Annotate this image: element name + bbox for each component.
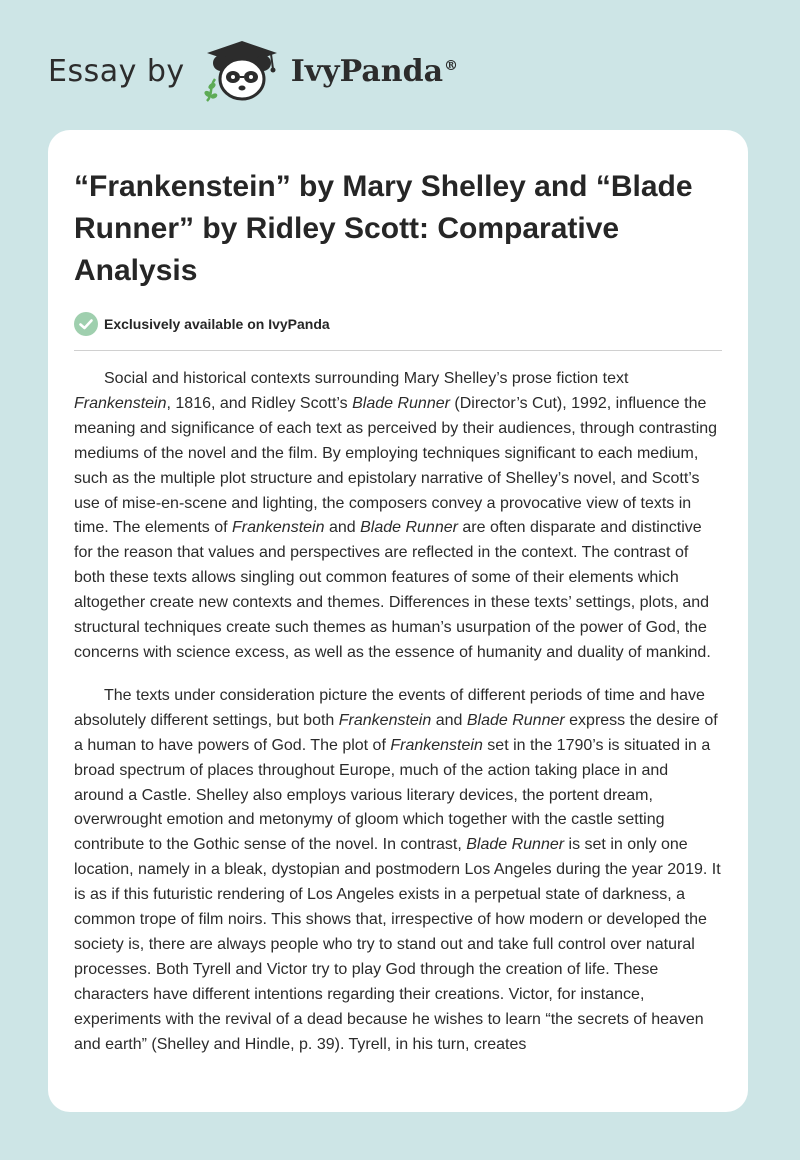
italic-title: Frankenstein <box>74 394 167 412</box>
italic-title: Blade Runner <box>466 711 565 729</box>
text-run: The texts under consideration picture the events of different periods of time and have absolutely different settings, but both <box>74 686 705 729</box>
brand-prefix: Essay by <box>48 53 185 89</box>
check-circle-icon <box>74 312 98 336</box>
italic-title: Blade Runner <box>360 519 458 537</box>
italic-title: Frankenstein <box>338 711 432 729</box>
text-run: and <box>324 519 361 537</box>
exclusive-badge <box>74 310 722 338</box>
text-run: is set in only one location, namely in a bleak, dystopian and postmodern Los Angeles during the year 2019. It is as if this futuristic rendering of Los Angeles exists in a perpetual state of darkness, a common trope of film noirs. This shows that, irrespective of how modern or developed the society is, there are always people who try to stand out and take full control over natural processes. Both Tyrell and Victor try to play God through the creation of life. These characters have different intentions regarding their creations. Victor, for instance, experiments with the revival of a dead because he wishes to learn “the secrets of heaven and earth” (Shelley and Hindle, p. 39). Tyrell, in his turn, creates <box>74 836 721 1053</box>
text-run: , 1816, and Ridley Scott’s <box>166 394 353 412</box>
essay-card <box>48 130 748 1112</box>
brand-name: IvyPanda® <box>290 53 459 89</box>
brand-header[interactable] <box>48 36 458 106</box>
divider <box>74 350 722 351</box>
text-run: Social and historical contexts surrounding Mary Shelley’s prose fiction text <box>104 370 629 387</box>
italic-title: Frankenstein <box>232 519 325 537</box>
italic-title: Blade Runner <box>466 836 565 854</box>
essay-body <box>74 367 722 1057</box>
italic-title: Frankenstein <box>390 736 483 754</box>
text-run: set in the 1790’s is situated in a broad spectrum of places throughout Europe, much of the action taking place in and around a Castle. Shelley also employs various literary devices, the portent dream, overwrought emotion and metonymy of gloom which together with the castle setting contribute to the Gothic sense of the novel. In contrast, <box>74 736 711 854</box>
panda-logo-icon <box>199 39 285 103</box>
text-run: express the desire of a human to have powers of God. The plot of <box>74 711 718 754</box>
text-run: (Director’s Cut), 1992, influence the meaning and significance of each text as perceived by their audiences, through contrasting mediums of the novel and the film. By employing techniques significant to each medium, such as the multiple plot structure and epistolary narrative of Shelley’s novel, and Scott’s use of mise-en-scene and lighting, the composers convey a provocative view of texts in time. The elements of <box>74 394 718 537</box>
italic-title: Blade Runner <box>352 394 450 412</box>
exclusive-label: Exclusively available on IvyPanda <box>104 316 330 332</box>
text-run: are often disparate and distinctive for the reason that values and perspectives are reflected in the context. The contrast of both these texts allows singling out common features of some of their elements which altogether create new contexts and themes. Differences in these texts’ settings, plots, and structural techniques create such themes as human’s usurpation of the power of God, the concerns with science excess, as well as the essence of humanity and duality of mankind. <box>74 519 711 661</box>
registered-mark: ® <box>444 57 459 74</box>
essay-title: “Frankenstein” by Mary Shelley and “Blade Runner” by Ridley Scott: Comparative Analysis <box>74 170 693 287</box>
paragraph <box>74 684 722 1058</box>
text-run: and <box>431 711 467 729</box>
paragraph <box>74 367 722 666</box>
